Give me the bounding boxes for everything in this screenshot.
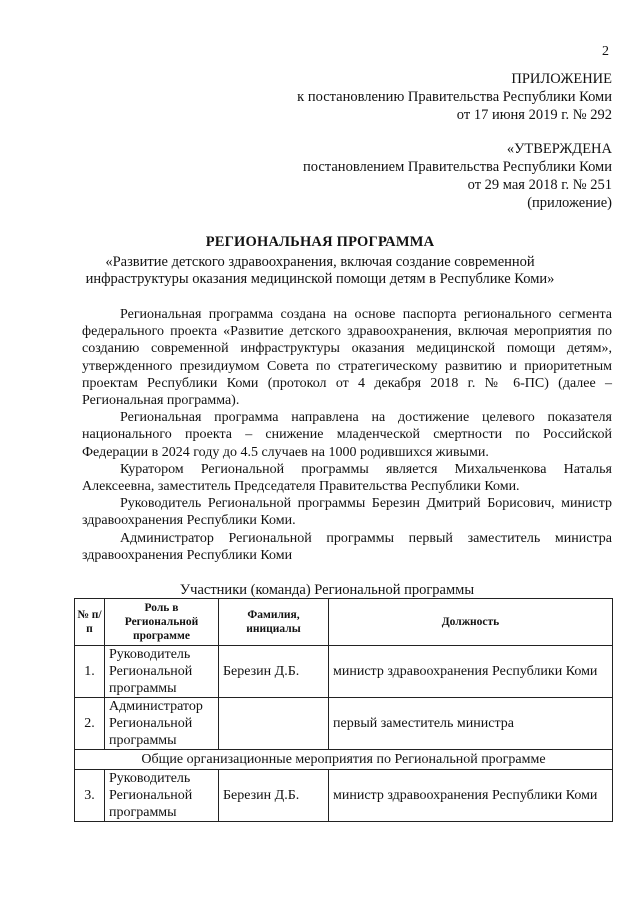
row-num: 1. [75,646,105,698]
body-text [82,306,612,564]
paragraph: Куратором Региональной программы является Михальченкова Наталья Алексеевна, заместитель Председателя Правительства Республики Коми. [82,461,612,495]
table-header-row [75,599,613,646]
appendix-line-1: к постановлению Правительства Республики Коми [297,89,612,105]
header-num: № п/п [75,599,105,646]
header-role: Роль в Региональной программе [105,599,219,646]
row-num: 3. [75,770,105,822]
approval-line-2: от 29 мая 2018 г. № 251 [467,177,612,193]
paragraph: Региональная программа создана на основе паспорта регионального сегмента федерального проекта «Развитие детского здравоохранения, включая мероприятия по созданию современной инфраструктуры оказания медицинской помощи детям», утвержденного президиумом Совета по стратегическому развитию и приоритетным проектам Республики Коми (протокол от 4 декабря 2018 г. № 6-ПС) (далее – Региональная программа). [82,307,612,409]
appendix-title: ПРИЛОЖЕНИЕ [511,71,612,87]
program-subtitle-line-2: инфраструктуры оказания медицинской помощи детям в Республике Коми» [85,271,555,287]
table-section-row [75,750,613,770]
program-subtitle-line-1: «Развитие детского здравоохранения, включая создание современной [105,254,535,270]
paragraph: Администратор Региональной программы первый заместитель министра здравоохранения Республики Коми [82,530,612,563]
row-name: Березин Д.Б. [219,646,329,698]
page-number: 2 [602,44,609,59]
paragraph: Руководитель Региональной программы Березин Дмитрий Борисович, министр здравоохранения Республики Коми. [82,496,612,529]
header-name: Фамилия, инициалы [219,599,329,646]
row-num: 2. [75,698,105,750]
approval-line-3: (приложение) [527,195,612,211]
row-position: первый заместитель министра [329,698,613,750]
appendix-block [297,70,612,124]
approval-title: «УТВЕРЖДЕНА [506,141,612,157]
table-row [75,646,613,698]
approval-block [303,140,612,212]
program-title: РЕГИОНАЛЬНАЯ ПРОГРАММА [205,234,435,250]
paragraph: Региональная программа направлена на достижение целевого показателя национального проекта – снижение младенческой смертности по Российской Федерации в 2024 году до 4.5 случаев на 1000 родившихся живыми. [82,410,612,460]
approval-line-1: постановлением Правительства Республики Коми [303,159,612,175]
row-role: Руководитель Региональной программы [105,770,219,822]
participants-table [74,598,613,822]
header-position: Должность [329,599,613,646]
appendix-line-2: от 17 июня 2019 г. № 292 [456,107,612,123]
table-caption: Участники (команда) Региональной программы [179,582,475,598]
table-row [75,698,613,750]
section-title: Общие организационные мероприятия по Региональной программе [75,750,613,770]
row-position: министр здравоохранения Республики Коми [329,770,613,822]
row-position: министр здравоохранения Республики Коми [329,646,613,698]
program-subtitle [0,254,640,288]
row-role: Администратор Региональной программы [105,698,219,750]
row-name [219,698,329,750]
row-name: Березин Д.Б. [219,770,329,822]
table-row [75,770,613,822]
row-role: Руководитель Региональной программы [105,646,219,698]
